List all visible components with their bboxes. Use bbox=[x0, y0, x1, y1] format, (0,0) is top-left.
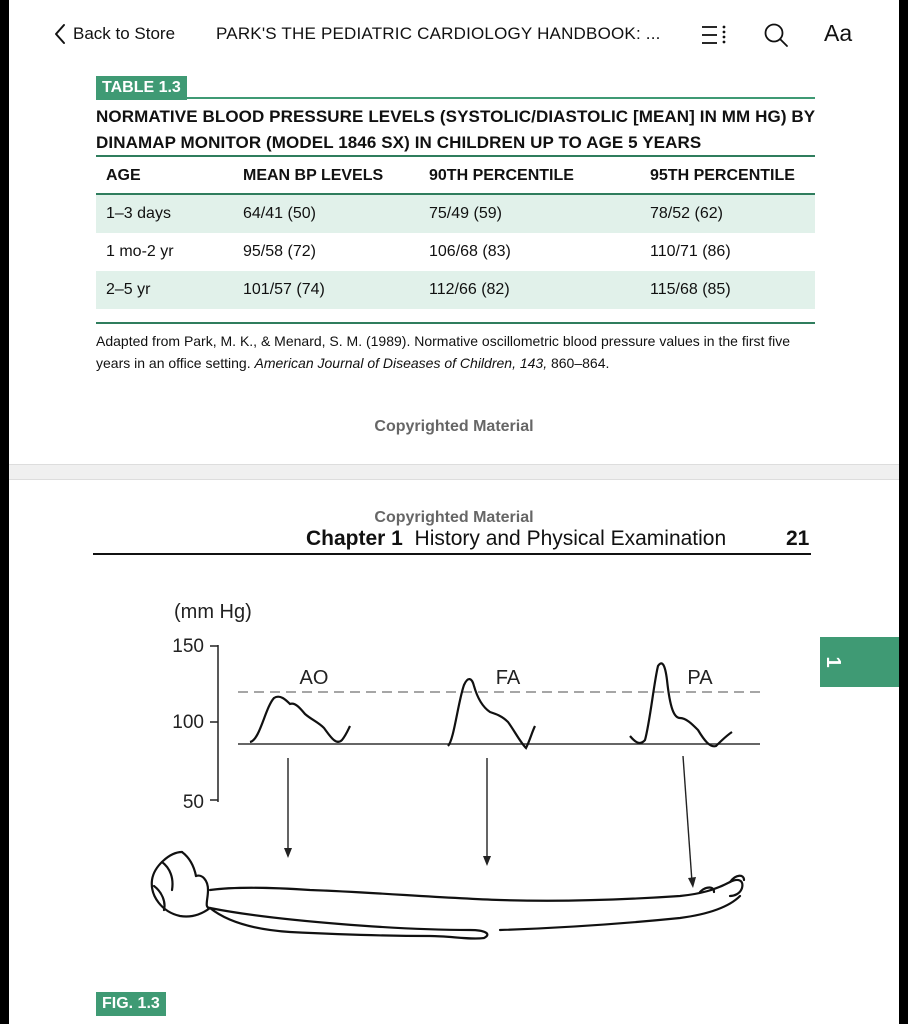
reader-toolbar bbox=[9, 0, 899, 68]
table-row bbox=[96, 194, 815, 233]
table-of-contents-button[interactable] bbox=[699, 20, 729, 50]
page-number: 21 bbox=[786, 527, 810, 550]
table-source-note bbox=[96, 330, 816, 374]
table-label: TABLE 1.3 bbox=[96, 76, 187, 100]
search-button[interactable] bbox=[761, 20, 791, 50]
source-citation-text: Adapted from Park, M. K., & Menard, S. M. (1989). Normative oscillometric blood pressure values in the first five years in an office setting. bbox=[96, 333, 791, 371]
chapter-thumb-tab bbox=[820, 637, 899, 687]
wave-label-fa: FA bbox=[495, 667, 521, 689]
chapter-title: History and Physical Examination bbox=[414, 527, 727, 550]
column-header-90th: 90TH PERCENTILE bbox=[419, 158, 640, 194]
arrow-pa bbox=[683, 756, 692, 882]
search-icon bbox=[761, 20, 791, 50]
table-row bbox=[96, 233, 815, 271]
fa-waveform bbox=[448, 679, 535, 748]
table-cell: 78/52 (62) bbox=[640, 194, 815, 233]
table-cell: 75/49 (59) bbox=[419, 194, 640, 233]
wave-label-pa: PA bbox=[687, 667, 713, 689]
running-head-rule bbox=[93, 553, 811, 555]
back-to-store-button[interactable] bbox=[53, 20, 175, 48]
column-header-mean: MEAN BP LEVELS bbox=[233, 158, 419, 194]
copyright-notice: Copyrighted Material bbox=[374, 509, 534, 526]
chapter-label: Chapter 1 bbox=[306, 527, 403, 550]
wave-label-ao: AO bbox=[299, 667, 329, 689]
copyright-notice: Copyrighted Material bbox=[374, 418, 534, 435]
table-cell: 2–5 yr bbox=[96, 271, 233, 309]
font-settings-button[interactable]: Aa bbox=[824, 20, 853, 46]
table-caption: NORMATIVE BLOOD PRESSURE LEVELS (SYSTOLIC/DIASTOLIC [MEAN] IN MM HG) BY DINAMAP MONITOR (MODEL 1846 SX) IN CHILDREN UP TO AGE 5 YEARS bbox=[96, 107, 815, 152]
table-cell: 112/66 (82) bbox=[419, 271, 640, 309]
column-header-95th: 95TH PERCENTILE bbox=[640, 158, 815, 194]
column-header-age: AGE bbox=[96, 158, 233, 194]
table-cell: 106/68 (83) bbox=[429, 243, 511, 260]
blood-pressure-table bbox=[96, 158, 815, 309]
source-journal: American Journal of Diseases of Children, 143, bbox=[254, 355, 548, 371]
pa-waveform bbox=[630, 663, 732, 746]
table-cell: 115/68 (85) bbox=[640, 271, 815, 309]
axis-tick-label: 50 bbox=[182, 792, 204, 813]
table-cell: 64/41 (50) bbox=[233, 194, 419, 233]
axis-tick-label: 100 bbox=[172, 712, 204, 733]
table-header-row bbox=[96, 158, 815, 194]
running-head bbox=[306, 527, 726, 551]
axis-unit-label: (mm Hg) bbox=[174, 601, 252, 623]
pulse-oximetry-figure bbox=[140, 590, 800, 950]
table-label-rule bbox=[96, 97, 815, 99]
table-of-contents-icon bbox=[699, 20, 729, 50]
table-bottom-rule bbox=[96, 322, 815, 324]
figure-illustration bbox=[140, 590, 800, 950]
source-pages: 860–864. bbox=[547, 355, 610, 371]
book-title: PARK'S THE PEDIATRIC CARDIOLOGY HANDBOOK: ... bbox=[216, 24, 661, 43]
page-separator bbox=[9, 464, 899, 480]
thumb-tab-number: 1 bbox=[822, 656, 844, 668]
table-top-rule bbox=[96, 155, 815, 157]
table-cell: 95/58 (72) bbox=[243, 243, 316, 260]
table-cell: 1 mo-2 yr bbox=[106, 243, 174, 260]
reclining-child-drawing bbox=[152, 852, 744, 939]
figure-label: FIG. 1.3 bbox=[96, 992, 166, 1016]
table-cell: 110/71 (86) bbox=[650, 243, 731, 260]
ao-waveform bbox=[250, 697, 350, 742]
back-to-store-label: Back to Store bbox=[73, 24, 176, 43]
axis-tick-label: 150 bbox=[172, 636, 204, 657]
table-cell: 101/57 (74) bbox=[233, 271, 419, 309]
chevron-left-icon bbox=[53, 22, 67, 46]
table-row bbox=[96, 271, 815, 309]
table-cell: 1–3 days bbox=[96, 194, 233, 233]
